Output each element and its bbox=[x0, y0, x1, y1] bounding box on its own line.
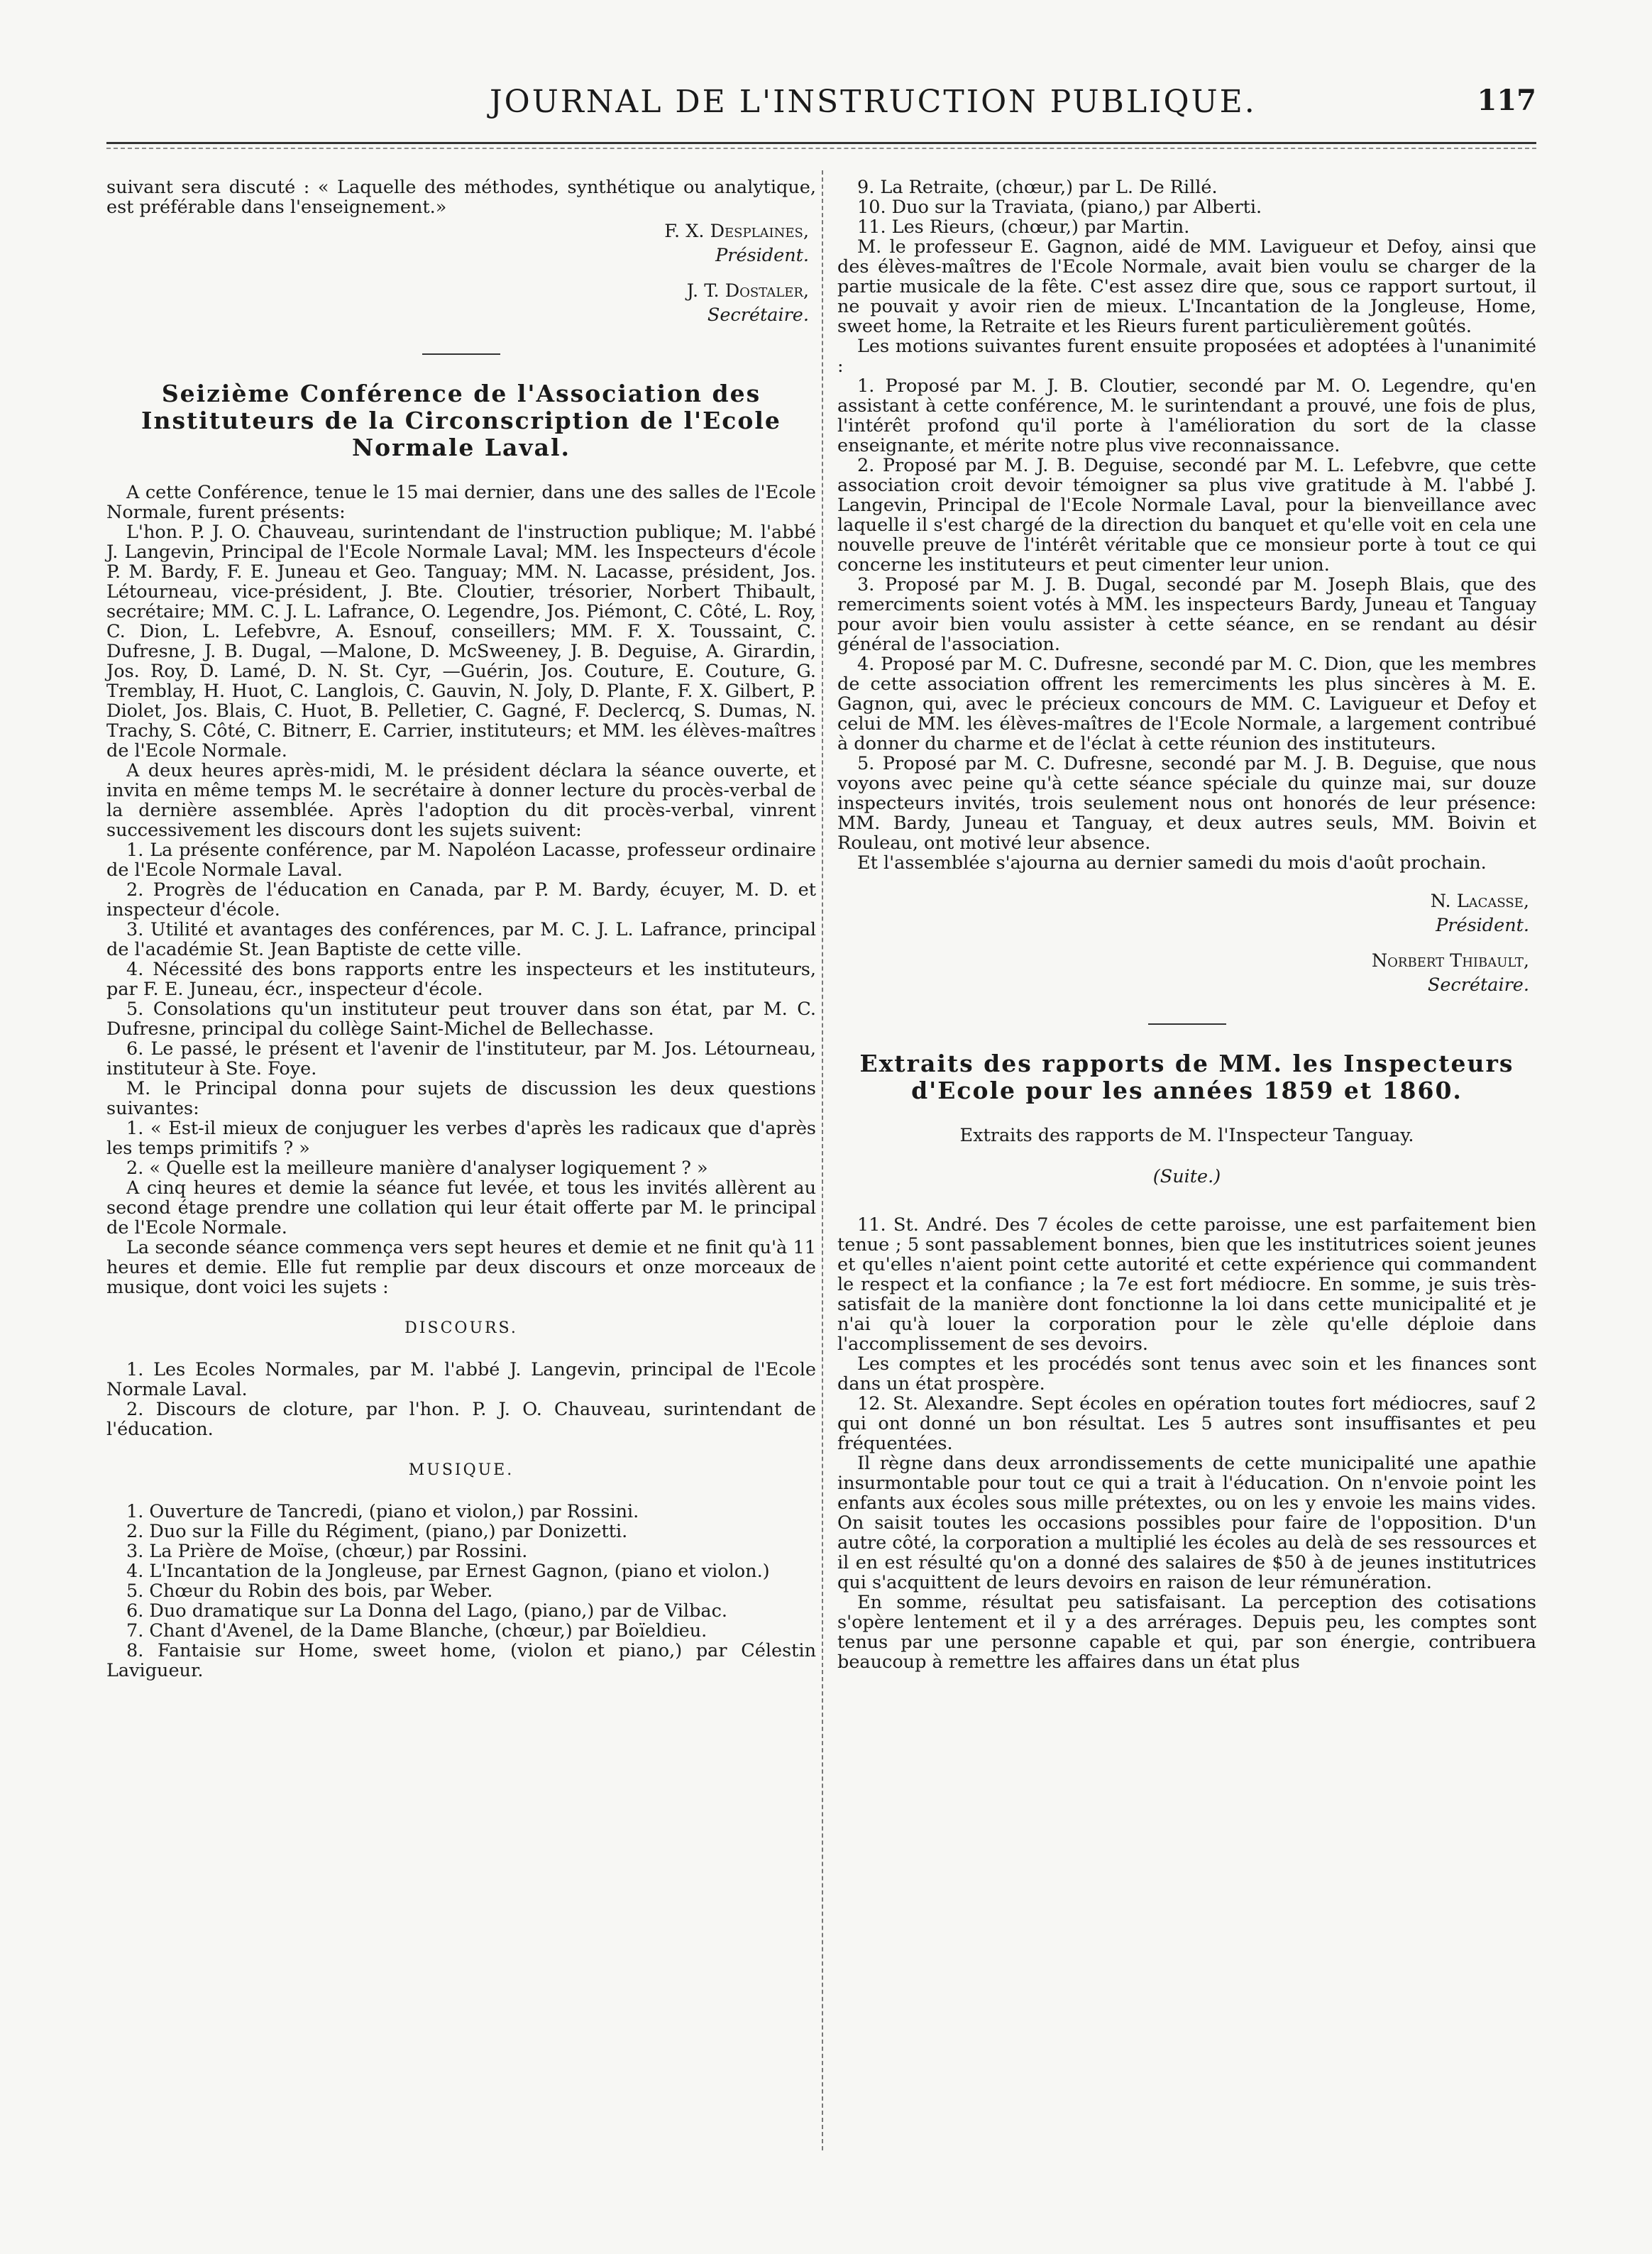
paragraph: A cette Conférence, tenue le 15 mai dernier, dans une des salles de l'Ecole Normale, furent présents: bbox=[106, 482, 816, 523]
paragraph: 11. St. André. Des 7 écoles de cette paroisse, une est parfaitement bien tenue ; 5 sont passablement bonnes, bien que les institutrices soient jeunes et qu'elles n'aient point cette autorité et cette expérience qui commandent le respect et la confiance ; la 7e est fort médiocre. En somme, je suis très-satisfait de la manière dont fonctionne la loi dans cette municipalité et je n'ai qu'à louer la corporation pour le zèle qu'elle déploie dans l'accomplissement de ses devoirs. bbox=[837, 1214, 1536, 1355]
paragraph: Les comptes et les procédés sont tenus avec soin et les finances sont dans un état prospère. bbox=[837, 1353, 1536, 1395]
list-item: 9. La Retraite, (chœur,) par L. De Rillé. bbox=[857, 177, 1218, 198]
list-item: 2. Proposé par M. J. B. Deguise, secondé par M. L. Lefebvre, que cette association croit devoir témoigner sa plus vive gratitude à M. l'abbé J. Langevin, Principal de l'Ecole Normale Laval, pour la bienveillance avec laquelle il s'est chargé de la direction du banquet et qu'elle voit en cela une nouvelle preuve de l'intérêt véritable que ce monsieur porte à tout ce qui concerne les instituteurs et peut cimenter leur union. bbox=[837, 455, 1536, 576]
signature-title: Président. bbox=[1436, 915, 1529, 936]
paragraph: M. le professeur E. Gagnon, aidé de MM. Lavigueur et Defoy, ainsi que des élèves-maîtres de l'Ecole Normale, avait bien voulu se charger de la partie musicale de la fête. C'est assez dire que, sous ce rapport surtout, il ne pouvait y avoir rien de mieux. L'Incantation de la Jongleuse, Home, sweet home, la Retraite et les Rieurs furent particulièrement goûtés. bbox=[837, 236, 1536, 337]
journal-title: JOURNAL DE L'INSTRUCTION PUBLIQUE. bbox=[490, 84, 1257, 120]
list-item: 5. Proposé par M. C. Dufresne, secondé par M. J. B. Deguise, que nous voyons avec peine qu'à cette séance spéciale du quinze mai, sur douze inspecteurs invités, trois seulement nous ont honorés de leur présence: MM. Bardy, Juneau et Tanguay, et deux autres seuls, MM. Boivin et Rouleau, ont motivé leur absence. bbox=[837, 753, 1536, 854]
paragraph: L'hon. P. J. O. Chauveau, surintendant de l'instruction publique; M. l'abbé J. Langevin, Principal de l'Ecole Normale Laval; MM. les Inspecteurs d'école P. M. Bardy, F. E. Juneau et Geo. Tanguay; MM. N. Lacasse, président, Jos. Létourneau, vice-président, J. Bte. Cloutier, trésorier, Norbert Thibault, secrétaire; MM. C. J. L. Lafrance, O. Legendre, Jos. Piémont, C. Côté, L. Roy, C. Dion, L. Lefebvre, A. Esnouf, conseillers; MM. F. X. Toussaint, C. Dufresne, J. B. Dugal, —Malone, D. McSweeney, J. B. Deguise, A. Girardin, Jos. Roy, D. Lamé, D. N. St. Cyr, —Guérin, Jos. Couture, E. Couture, G. Tremblay, H. Huot, C. Langlois, C. Gauvin, N. Joly, D. Plante, F. X. Gilbert, P. Diolet, Jos. Blais, C. Huot, B. Pelletier, C. Gagné, F. Declercq, S. Dumas, N. Trachy, S. Côté, C. Bitnerr, E. Carrier, instituteurs; et MM. les élèves-maîtres de l'Ecole Normale. bbox=[106, 522, 816, 762]
left-column bbox=[106, 177, 816, 1681]
page-number: 117 bbox=[1477, 84, 1536, 117]
subheading-musique: MUSIQUE. bbox=[408, 1461, 514, 1479]
list-item: 1. Ouverture de Tancredi, (piano et violon,) par Rossini. bbox=[126, 1501, 639, 1522]
list-item: 3. Utilité et avantages des conférences, par M. C. J. L. Lafrance, principal de l'académie St. Jean Baptiste de cette ville. bbox=[106, 919, 816, 960]
column-divider bbox=[822, 170, 823, 2150]
list-item: 4. Nécessité des bons rapports entre les inspecteurs et les instituteurs, par F. E. Juneau, écr., inspecteur d'école. bbox=[106, 959, 816, 1000]
header-rule-dashed bbox=[106, 148, 1536, 149]
subheading-discours: DISCOURS. bbox=[404, 1319, 518, 1337]
list-item: 6. Le passé, le présent et l'avenir de l'instituteur, par M. Jos. Létourneau, instituteur à Ste. Foye. bbox=[106, 1038, 816, 1079]
paragraph: M. le Principal donna pour sujets de discussion les deux questions suivantes: bbox=[106, 1078, 816, 1119]
list-item: 1. La présente conférence, par M. Napoléon Lacasse, professeur ordinaire de l'Ecole Normale Laval. bbox=[106, 840, 816, 881]
list-item: 2. Progrès de l'éducation en Canada, par P. M. Bardy, écuyer, M. D. et inspecteur d'école. bbox=[106, 879, 816, 920]
paragraph: Et l'assemblée s'ajourna au dernier samedi du mois d'août prochain. bbox=[857, 852, 1487, 874]
paragraph: suivant sera discuté : « Laquelle des méthodes, synthétique ou analytique, est préférable dans l'enseignement.» bbox=[106, 177, 816, 218]
list-item: 1. Proposé par M. J. B. Cloutier, secondé par M. O. Legendre, qu'en assistant à cette conférence, M. le surintendant a prouvé, une fois de plus, l'intérêt profond qu'il porte à l'amélioration du sort de la classe enseignante, et mérite notre plus vive reconnaissance. bbox=[837, 375, 1536, 456]
list-item: 1. Les Ecoles Normales, par M. l'abbé J. Langevin, principal de l'Ecole Normale Laval. bbox=[106, 1359, 816, 1400]
signature-name: Norbert Thibault, bbox=[1371, 950, 1529, 972]
paragraph: A cinq heures et demie la séance fut levée, et tous les invités allèrent au second étage prendre une collation qui leur était offerte par M. le principal de l'Ecole Normale. bbox=[106, 1177, 816, 1238]
section-heading: Seizième Conférence de l'Association des Instituteurs de la Circonscription de l'Ecole Normale Laval. bbox=[141, 380, 781, 461]
right-column bbox=[837, 177, 1536, 1672]
list-item: 7. Chant d'Avenel, de la Dame Blanche, (chœur,) par Boïeldieu. bbox=[126, 1620, 707, 1642]
list-item: 1. « Est-il mieux de conjuguer les verbes d'après les radicaux que d'après les temps primitifs ? » bbox=[106, 1118, 816, 1159]
list-item: 4. L'Incantation de la Jongleuse, par Ernest Gagnon, (piano et violon.) bbox=[126, 1561, 770, 1582]
paragraph: Les motions suivantes furent ensuite proposées et adoptées à l'unanimité : bbox=[837, 336, 1536, 377]
page-header bbox=[106, 84, 1536, 133]
list-item: 2. « Quelle est la meilleure manière d'analyser logiquement ? » bbox=[126, 1158, 708, 1179]
suite-label: (Suite.) bbox=[1152, 1166, 1221, 1187]
list-item: 4. Proposé par M. C. Dufresne, secondé par M. C. Dion, que les membres de cette association offrent les remerciments les plus sincères à M. E. Gagnon, qui, avec le précieux concours de MM. C. Lavigueur et Defoy et celui de MM. les élèves-maîtres de l'Ecole Normale, a largement contribué à donner du charme et de l'éclat à cette réunion des instituteurs. bbox=[837, 654, 1536, 754]
paragraph: 12. St. Alexandre. Sept écoles en opération toutes fort médiocres, sauf 2 qui ont donné un bon résultat. Les 5 autres sont insuffisantes et peu fréquentées. bbox=[837, 1393, 1536, 1454]
paragraph: A deux heures après-midi, M. le président déclara la séance ouverte, et invita en même temps M. le secrétaire à donner lecture du procès-verbal de la dernière assemblée. Après l'adoption du dit procès-verbal, vinrent successivement les discours dont les sujets suivent: bbox=[106, 760, 816, 841]
paragraph: Il règne dans deux arrondissements de cette municipalité une apathie insurmontable pour tout ce qui a trait à l'éducation. On n'envoie point les enfants aux écoles sous mille prétextes, ou on les y envoie les mains vides. On saisit toutes les occasions possibles pour faire de l'opposition. D'un autre côté, la corporation a multiplié les écoles au delà de ses ressources et il en est résulté qu'on a donné des salaires de $50 à de jeunes institutrices qui s'acquittent de leurs devoirs en raison de leur rémunération. bbox=[837, 1453, 1536, 1593]
list-item: 3. La Prière de Moïse, (chœur,) par Rossini. bbox=[126, 1541, 528, 1562]
subheading: Extraits des rapports de M. l'Inspecteur Tanguay. bbox=[959, 1125, 1414, 1146]
signature-title: Secrétaire. bbox=[707, 304, 809, 326]
section-separator bbox=[1148, 1023, 1226, 1025]
list-item: 8. Fantaisie sur Home, sweet home, (violon et piano,) par Célestin Lavigueur. bbox=[106, 1640, 816, 1681]
signature-name: N. Lacasse, bbox=[1430, 891, 1529, 912]
list-item: 5. Consolations qu'un instituteur peut trouver dans son état, par M. C. Dufresne, principal du collège Saint-Michel de Bellechasse. bbox=[106, 999, 816, 1040]
list-item: 6. Duo dramatique sur La Donna del Lago, (piano,) par de Vilbac. bbox=[126, 1600, 728, 1622]
paragraph: En somme, résultat peu satisfaisant. La perception des cotisations s'opère lentement et il y a des arrérages. Depuis peu, les comptes sont tenus par une personne capable et qui, par son énergie, contribuera beaucoup à remettre les affaires dans un état plus bbox=[837, 1592, 1536, 1673]
signature-name: F. X. Desplaines, bbox=[664, 221, 809, 242]
list-item: 10. Duo sur la Traviata, (piano,) par Alberti. bbox=[857, 197, 1262, 218]
signature-name: J. T. Dostaler, bbox=[686, 280, 809, 302]
list-item: 5. Chœur du Robin des bois, par Weber. bbox=[126, 1580, 493, 1602]
section-heading: Extraits des rapports de MM. les Inspecteurs d'Ecole pour les années 1859 et 1860. bbox=[859, 1050, 1514, 1104]
section-separator bbox=[422, 353, 500, 355]
list-item: 11. Les Rieurs, (chœur,) par Martin. bbox=[857, 216, 1190, 238]
list-item: 2. Duo sur la Fille du Régiment, (piano,) par Donizetti. bbox=[126, 1521, 628, 1542]
header-rule bbox=[106, 142, 1536, 144]
list-item: 3. Proposé par M. J. B. Dugal, secondé par M. Joseph Blais, que des remerciments soient votés à MM. les inspecteurs Bardy, Juneau et Tanguay pour avoir bien voulu assister à cette séance, en se rendant au désir général de l'association. bbox=[837, 574, 1536, 655]
signature-title: Secrétaire. bbox=[1427, 974, 1529, 996]
list-item: 2. Discours de cloture, par l'hon. P. J. O. Chauveau, surintendant de l'éducation. bbox=[106, 1399, 816, 1440]
paragraph: La seconde séance commença vers sept heures et demie et ne finit qu'à 11 heures et demie. Elle fut remplie par deux discours et onze morceaux de musique, dont voici les sujets : bbox=[106, 1237, 816, 1298]
signature-title: Président. bbox=[715, 245, 809, 266]
